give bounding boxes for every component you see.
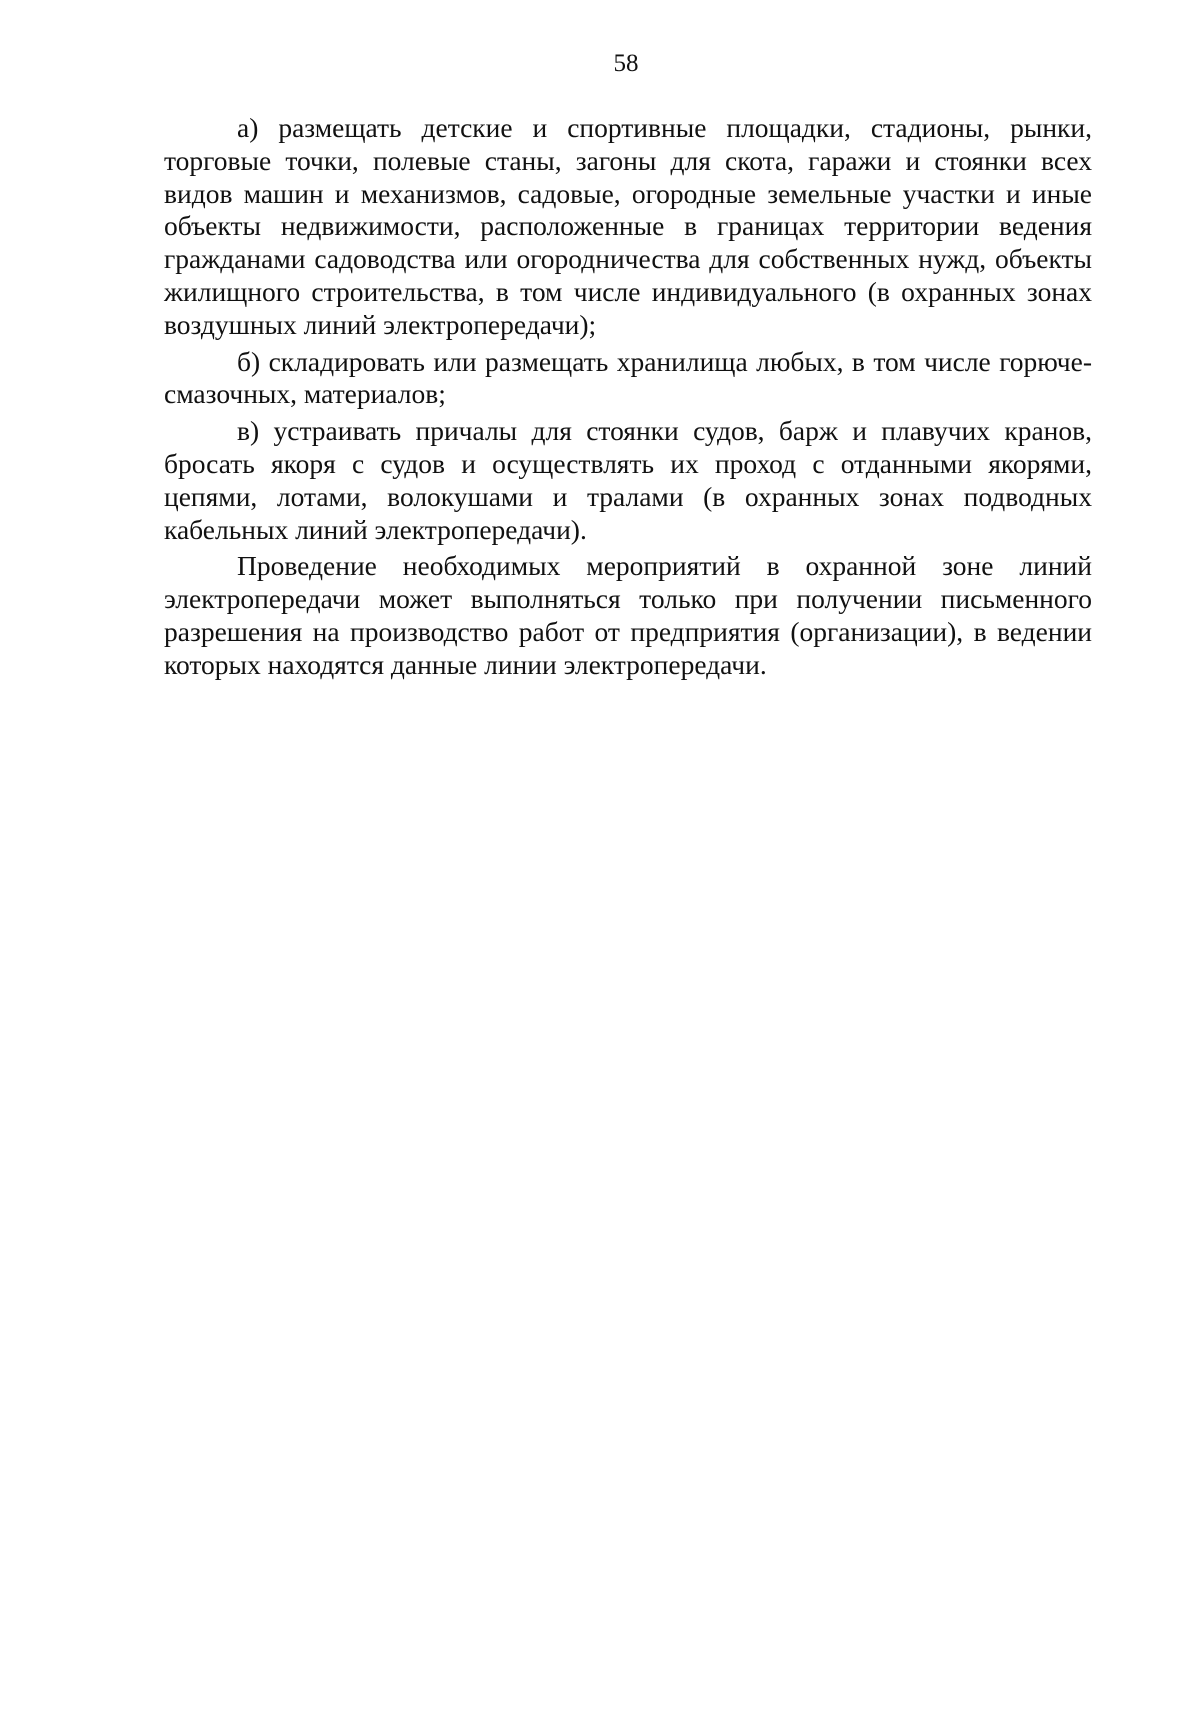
paragraph-permission: Проведение необходимых мероприятий в охранной зоне линий электропередачи может выполняться только при получении письменного разрешения на производство работ от предприятия (организации), в ведении которых находятся данные линии электропередачи.: [164, 550, 1092, 680]
paragraph-item-a: а) размещать детские и спортивные площадки, стадионы, рынки, торговые точки, полевые станы, загоны для скота, гаражи и стоянки всех видов машин и механизмов, садовые, огородные земельные участки и иные объекты недвижимости, расположенные в границах территории ведения гражданами садоводства или огородничества для собственных нужд, объекты жилищного строительства, в том числе индивидуального (в охранных зонах воздушных линий электропередачи);: [164, 112, 1092, 340]
paragraph-item-v: в) устраивать причалы для стоянки судов, барж и плавучих кранов, бросать якоря с судов и осуществлять их проход с отданными якорями, цепями, лотами, волокушами и тралами (в охранных зонах подводных кабельных линий электропередачи).: [164, 415, 1092, 545]
document-body: [164, 112, 1092, 686]
page-number: 58: [613, 50, 639, 77]
paragraph-item-b: б) складировать или размещать хранилища любых, в том числе горюче-смазочных, материалов;: [164, 345, 1092, 410]
